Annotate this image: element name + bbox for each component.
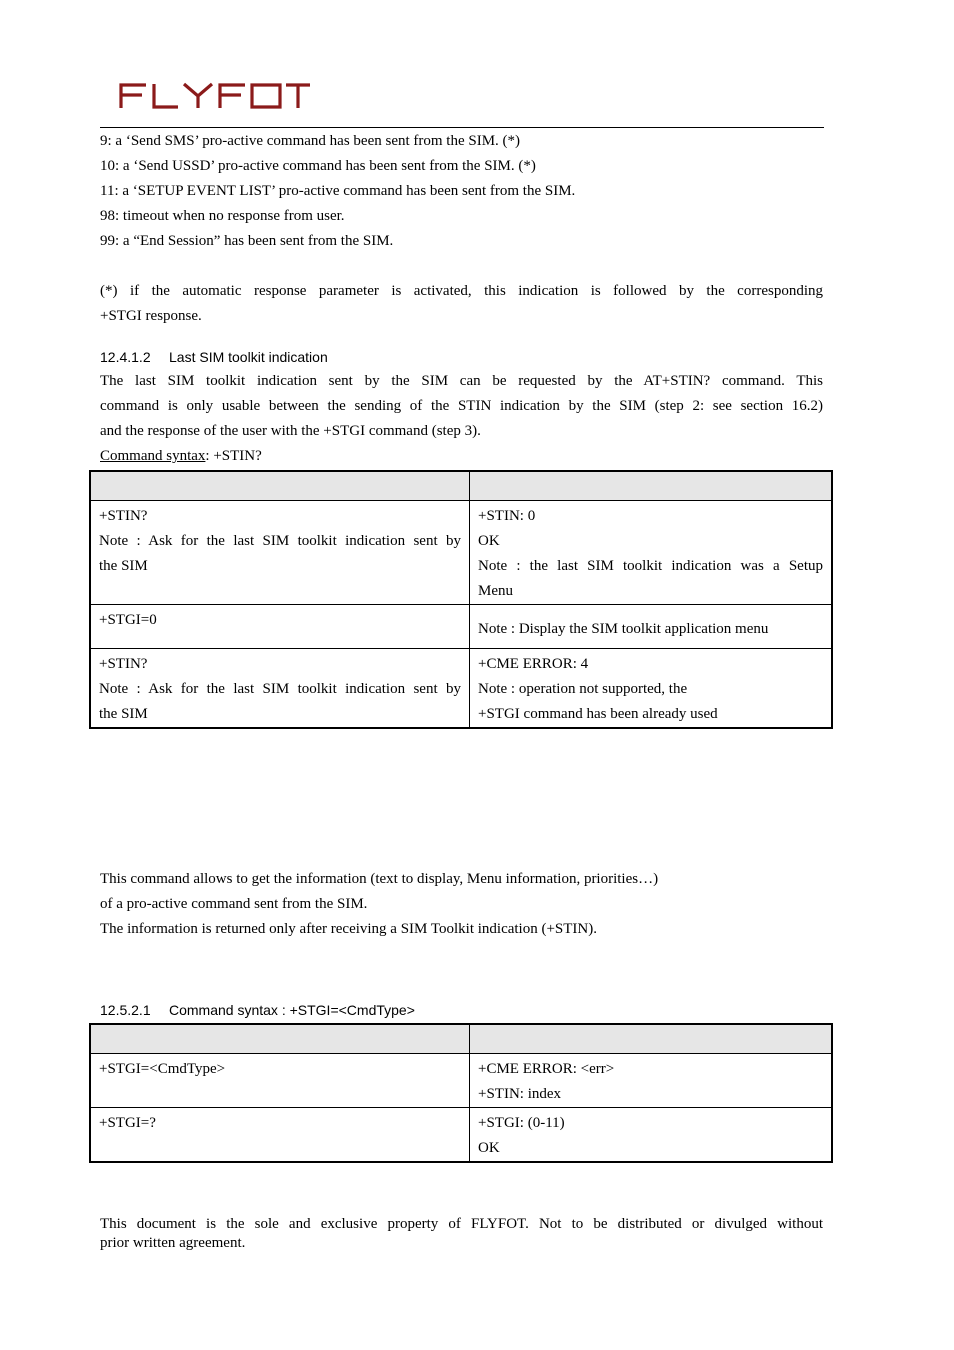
list-item: 9: a ‘Send SMS’ pro-active command has been sent from the SIM. (*) <box>100 133 521 149</box>
section-paragraph <box>100 369 823 444</box>
cell-line: Menu <box>478 583 513 599</box>
command-syntax-label: Command syntax <box>100 448 206 464</box>
response-cell <box>470 501 832 605</box>
table-header-cell <box>91 1025 470 1054</box>
response-cell <box>470 1108 832 1162</box>
cell-line: +STGI: (0-11) <box>478 1115 565 1131</box>
section-number: 12.5.2.1 <box>100 1002 151 1018</box>
command-cell <box>91 605 470 649</box>
section-heading <box>100 1002 415 1018</box>
table-header-cell <box>91 472 470 501</box>
response-cell <box>470 649 832 728</box>
command-syntax-value: : +STIN? <box>205 448 262 464</box>
cell-line: +STGI command has been already used <box>478 706 718 722</box>
cell-line: the SIM <box>99 558 148 574</box>
intro-line: of a pro-active command sent from the SIM. <box>100 896 368 912</box>
cell-line: the SIM <box>99 706 148 722</box>
footer-line: prior written agreement. <box>100 1235 246 1251</box>
cell-line: Note : Ask for the last SIM toolkit indication sent by <box>99 681 461 697</box>
section-number: 12.4.1.2 <box>100 349 151 365</box>
cell-line: +STGI=? <box>99 1115 156 1131</box>
note-line: +STGI response. <box>100 308 202 324</box>
cell-line: +STGI=<CmdType> <box>99 1061 226 1077</box>
response-cell <box>470 1054 832 1108</box>
response-cell <box>470 605 832 649</box>
intro-line: The information is returned only after receiving a SIM Toolkit indication (+STIN). <box>100 921 598 937</box>
section-title: Command syntax : +STGI=<CmdType> <box>169 1002 415 1018</box>
table-row <box>91 649 832 728</box>
table-row <box>91 1108 832 1162</box>
cell-line: +STIN? <box>99 508 148 524</box>
footer-notice <box>100 1215 823 1253</box>
command-syntax <box>100 444 262 469</box>
cell-line: +STGI=0 <box>99 612 157 628</box>
command-cell <box>91 501 470 605</box>
note-line: (*) if the automatic response parameter is activated, this indication is followed by the corresponding <box>100 283 823 299</box>
paragraph-line: command is only usable between the sending of the STIN indication by the SIM (step 2: see section 16.2) <box>100 398 823 414</box>
table-header-cell <box>470 472 832 501</box>
cell-line: OK <box>478 1140 500 1156</box>
automatic-response-note <box>100 279 823 329</box>
logo-graphic <box>118 82 312 110</box>
table-row <box>91 1054 832 1108</box>
table-row <box>91 605 832 649</box>
stin-command-table <box>90 471 832 728</box>
list-item: 99: a “End Session” has been sent from the SIM. <box>100 233 394 249</box>
list-item: 11: a ‘SETUP EVENT LIST’ pro-active command has been sent from the SIM. <box>100 183 576 199</box>
stgi-command-table <box>90 1024 832 1162</box>
header-rule <box>100 127 824 128</box>
table-header-row <box>91 472 832 501</box>
list-item: 98: timeout when no response from user. <box>100 208 345 224</box>
cell-line: +CME ERROR: <err> <box>478 1061 615 1077</box>
paragraph-line: and the response of the user with the +STGI command (step 3). <box>100 423 481 439</box>
cell-line: +CME ERROR: 4 <box>478 656 589 672</box>
section-title: Last SIM toolkit indication <box>169 349 328 365</box>
command-cell <box>91 649 470 728</box>
paragraph-line: The last SIM toolkit indication sent by the SIM can be requested by the AT+STIN? command. This <box>100 373 823 389</box>
table-header-cell <box>470 1025 832 1054</box>
cell-line: Note : Display the SIM toolkit application menu <box>478 621 769 637</box>
cell-line: +STIN: 0 <box>478 508 536 524</box>
cell-line: OK <box>478 533 500 549</box>
footer-line: This document is the sole and exclusive property of FLYFOT. Not to be distributed or divulged without <box>100 1216 823 1232</box>
cell-line: Note : Ask for the last SIM toolkit indication sent by <box>99 533 461 549</box>
flyfot-logo <box>118 82 312 115</box>
intro-line: This command allows to get the information (text to display, Menu information, priorities…) <box>100 871 659 887</box>
table-header-row <box>91 1025 832 1054</box>
section-heading <box>100 349 328 365</box>
list-item: 10: a ‘Send USSD’ pro-active command has been sent from the SIM. (*) <box>100 158 536 174</box>
command-cell <box>91 1108 470 1162</box>
cell-line: Note : operation not supported, the <box>478 681 688 697</box>
table-row <box>91 501 832 605</box>
cell-line: Note : the last SIM toolkit indication was a Setup <box>478 558 823 574</box>
cell-line: +STIN? <box>99 656 148 672</box>
cell-line: +STIN: index <box>478 1086 562 1102</box>
command-cell <box>91 1054 470 1108</box>
